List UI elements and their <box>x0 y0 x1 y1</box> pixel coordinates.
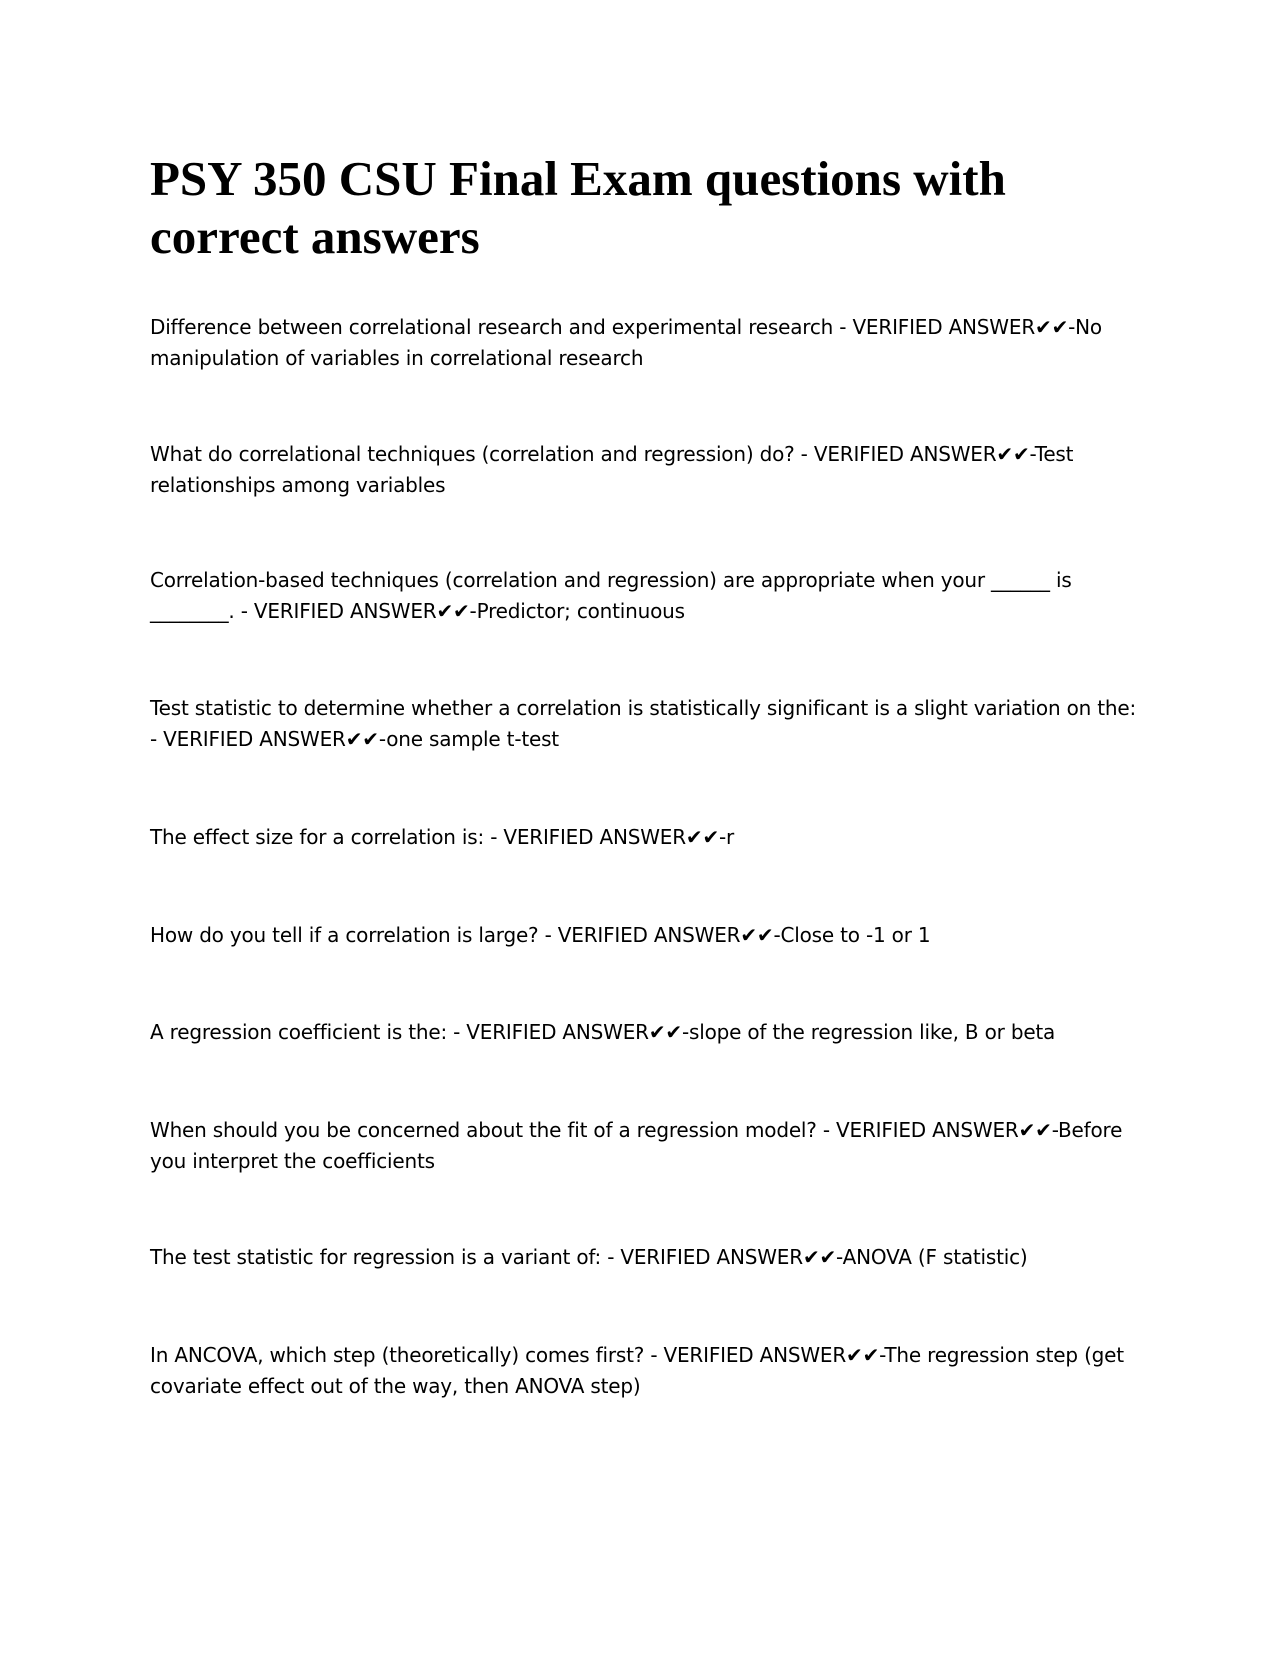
qa-item-8 <box>150 1115 1140 1177</box>
qa-item-3 <box>150 565 1140 627</box>
qa-item-6-text: How do you tell if a correlation is large? - VERIFIED ANSWER✔✔-Close to -1 or 1 <box>150 923 931 947</box>
qa-item-7 <box>150 1017 1140 1048</box>
qa-item-2 <box>150 439 1140 501</box>
qa-item-10-text: In ANCOVA, which step (theoretically) comes first? - VERIFIED ANSWER✔✔-The regression step (get covariate effect out of the way, then ANOVA step) <box>150 1343 1131 1398</box>
qa-item-1 <box>150 312 1140 374</box>
qa-item-4-text: Test statistic to determine whether a correlation is statistically significant is a slight variation on the: - VERIFIED ANSWER✔✔-one sample t-test <box>150 696 1143 751</box>
qa-item-4 <box>150 693 1143 755</box>
document-title: PSY 350 CSU Final Exam questions with correct answers <box>150 151 1006 264</box>
qa-item-7-text: A regression coefficient is the: - VERIFIED ANSWER✔✔-slope of the regression like, B or beta <box>150 1020 1056 1044</box>
qa-item-6 <box>150 920 1140 951</box>
qa-item-2-text: What do correlational techniques (correlation and regression) do? - VERIFIED ANSWER✔✔-Test relationships among variables <box>150 442 1080 497</box>
qa-item-5 <box>150 822 1140 853</box>
qa-item-9-text: The test statistic for regression is a variant of: - VERIFIED ANSWER✔✔-ANOVA (F statistic) <box>150 1245 1028 1269</box>
qa-item-8-text: When should you be concerned about the fit of a regression model? - VERIFIED ANSWER✔✔-Before you interpret the coefficients <box>150 1118 1129 1173</box>
qa-item-5-text: The effect size for a correlation is: - VERIFIED ANSWER✔✔-r <box>150 825 735 849</box>
qa-item-3-text: Correlation-based techniques (correlation and regression) are appropriate when your ______ is ________. - VERIFIED ANSWER✔✔-Predictor; continuous <box>150 568 1078 623</box>
qa-item-9 <box>150 1242 1140 1273</box>
qa-item-1-text: Difference between correlational research and experimental research - VERIFIED ANSWER✔✔-No manipulation of variables in correlational research <box>150 315 1109 370</box>
qa-item-10 <box>150 1340 1140 1402</box>
